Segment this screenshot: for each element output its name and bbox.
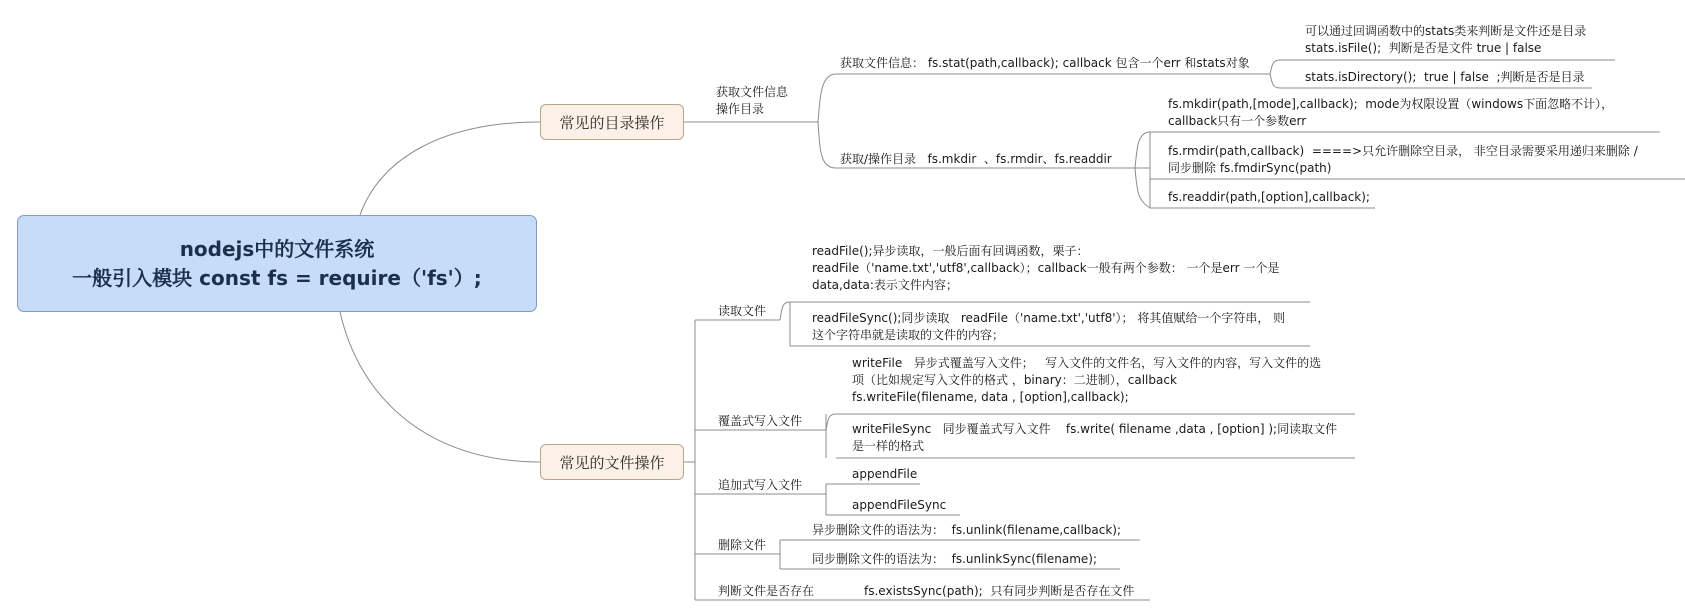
node-stat-dir-line2: 操作目录: [716, 102, 765, 116]
node-read-file[interactable]: 读取文件: [718, 304, 767, 318]
node-exists-file[interactable]: 判断文件是否存在: [718, 584, 815, 598]
root-title: nodejs中的文件系统: [179, 236, 375, 261]
leaf-writefilesync[interactable]: [852, 421, 1337, 455]
leaf-readfile-line2: readFile（'name.txt','utf8',callback）；callback一般有两个参数： 一个是err 一个是: [812, 261, 1280, 275]
node-stat[interactable]: 获取文件信息： fs.stat(path,callback); callback 包含一个err 和stats对象: [840, 56, 1250, 70]
leaf-writefile-line3: fs.writeFile(filename, data , [option],callback);: [852, 390, 1129, 404]
leaf-mkdir-line1: fs.mkdir(path,[mode],callback); mode为权限设置（windows下面忽略不计），: [1168, 97, 1614, 111]
leaf-writefilesync-line1: writeFileSync 同步覆盖式写入文件 fs.write( filename ,data , [option] );同读取文件: [852, 422, 1338, 436]
leaf-existssync[interactable]: fs.existsSync(path); 只有同步判断是否存在文件: [864, 584, 1135, 598]
node-stat-dir[interactable]: [716, 84, 788, 118]
leaf-rmdir-line2: 同步删除 fs.fmdirSync(path): [1168, 161, 1332, 175]
branch-file-ops[interactable]: [540, 444, 684, 480]
leaf-stat-isfile-line2: stats.isFile(); 判断是否是文件 true | false: [1305, 41, 1542, 55]
leaf-readfile-line3: data,data:表示文件内容；: [812, 278, 958, 292]
leaf-writefile-line1: writeFile 异步式覆盖写入文件； 写入文件的文件名，写入文件的内容，写入文件的选: [852, 356, 1322, 370]
root-node[interactable]: [17, 215, 537, 312]
leaf-readdir[interactable]: fs.readdir(path,[option],callback);: [1168, 190, 1370, 204]
root-subtitle: 一般引入模块 const fs = require（'fs'）;: [72, 265, 482, 290]
node-mkdir[interactable]: 获取/操作目录 fs.mkdir 、fs.rmdir、fs.readdir: [840, 152, 1112, 166]
leaf-rmdir-line1: fs.rmdir(path,callback) ====>只允许删除空目录， 非空目录需要采用递归来删除 /: [1168, 144, 1638, 158]
branch-dir-ops-label: 常见的目录操作: [559, 113, 665, 132]
leaf-readfilesync-line1: readFileSync();同步读取 readFile（'name.txt','utf8'）； 将其值赋给一个字符串， 则: [812, 311, 1286, 325]
branch-file-ops-label: 常见的文件操作: [559, 453, 665, 472]
node-append-file[interactable]: 追加式写入文件: [718, 478, 803, 492]
leaf-writefilesync-line2: 是一样的格式: [852, 439, 925, 453]
leaf-mkdir[interactable]: [1168, 96, 1613, 130]
leaf-readfilesync[interactable]: [812, 310, 1285, 344]
branch-dir-ops[interactable]: [540, 104, 684, 140]
leaf-stat-isfile[interactable]: [1305, 23, 1586, 57]
leaf-writefile-line2: 项（比如规定写入文件的格式 ，binary：二进制），callback: [852, 373, 1177, 387]
leaf-readfile-line1: readFile();异步读取，一般后面有回调函数，栗子：: [812, 244, 1089, 258]
curve-root-dir: [360, 122, 540, 215]
leaf-unlink[interactable]: 异步删除文件的语法为： fs.unlink(filename,callback);: [812, 523, 1122, 537]
leaf-rmdir[interactable]: [1168, 143, 1638, 177]
node-stat-dir-line1: 获取文件信息: [716, 85, 789, 99]
leaf-stat-isdir[interactable]: stats.isDirectory(); true | false ;判断是否是目录: [1305, 70, 1585, 84]
node-write-file[interactable]: 覆盖式写入文件: [718, 414, 803, 428]
leaf-mkdir-line2: callback只有一个参数err: [1168, 114, 1307, 128]
curve-root-file: [340, 312, 540, 462]
leaf-stat-isfile-line1: 可以通过回调函数中的stats类来判断是文件还是目录: [1305, 24, 1587, 38]
leaf-readfilesync-line2: 这个字符串就是读取的文件的内容；: [812, 328, 1005, 342]
leaf-appendfilesync[interactable]: appendFileSync: [852, 498, 947, 512]
leaf-readfile[interactable]: [812, 243, 1279, 294]
leaf-appendfile[interactable]: appendFile: [852, 467, 918, 481]
leaf-unlinksync[interactable]: 同步删除文件的语法为： fs.unlinkSync(filename);: [812, 552, 1097, 566]
leaf-writefile[interactable]: [852, 355, 1321, 406]
node-delete-file[interactable]: 删除文件: [718, 538, 767, 552]
